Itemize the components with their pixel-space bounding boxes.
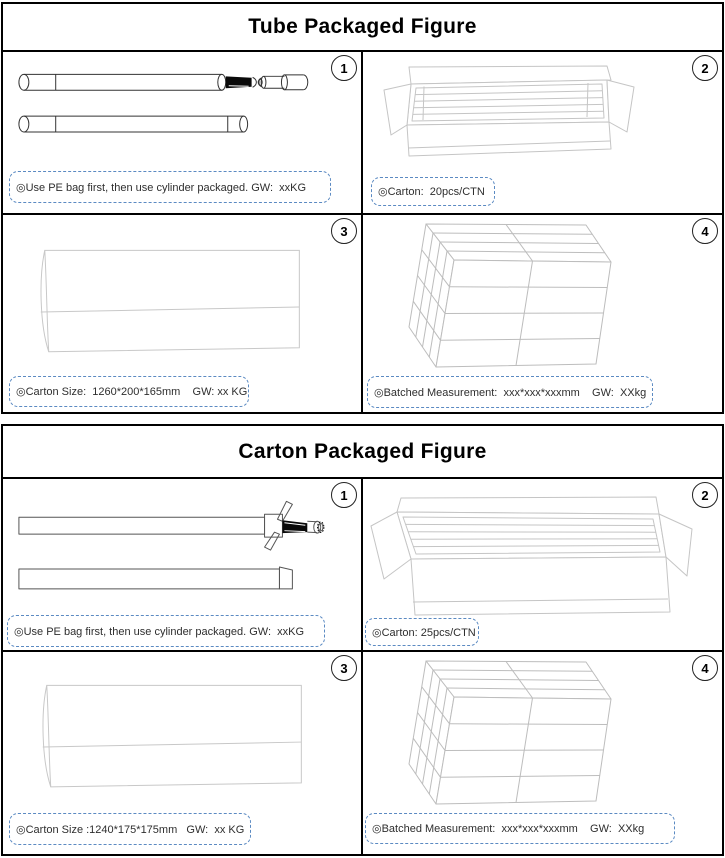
figure-row xyxy=(3,650,722,854)
figure-row xyxy=(3,213,722,412)
step-3-badge: 3 xyxy=(331,655,357,681)
carton-packaged-panel xyxy=(1,424,724,856)
figure-row xyxy=(3,479,722,650)
step-2-badge: 2 xyxy=(692,482,718,508)
step-2-badge: 2 xyxy=(692,55,718,81)
step-4-badge: 4 xyxy=(692,218,718,244)
cell-carton-size xyxy=(3,652,363,854)
carton-size-note: ◎Carton Size: 1260*200*165mm GW: xx KG xyxy=(9,376,249,407)
cell-carton-pack xyxy=(363,52,722,213)
step-4-badge: 4 xyxy=(692,655,718,681)
tube-packaged-panel xyxy=(1,2,724,414)
step-1-badge: 1 xyxy=(331,482,357,508)
batched-measurement-note: ◎Batched Measurement: xxx*xxx*xxxmm GW: XXkg xyxy=(365,813,675,844)
carton-size-note: ◎Carton Size :1240*175*175mm GW: xx KG xyxy=(9,813,251,845)
tube-panel-title: Tube Packaged Figure xyxy=(3,4,722,52)
cell-carton-pack xyxy=(363,479,722,650)
pe-bag-note: ◎Use PE bag first, then use cylinder packaged. GW: xxKG xyxy=(7,615,325,647)
cell-batched-measurement xyxy=(363,215,722,412)
batched-measurement-note: ◎Batched Measurement: xxx*xxx*xxxmm GW: XXkg xyxy=(367,376,653,408)
carton-qty-note: ◎Carton: 20pcs/CTN xyxy=(371,177,495,206)
step-3-badge: 3 xyxy=(331,218,357,244)
cell-bar-pe-bag xyxy=(3,479,363,650)
cell-carton-size xyxy=(3,215,363,412)
carton-panel-title: Carton Packaged Figure xyxy=(3,426,722,479)
carton-qty-note: ◎Carton: 25pcs/CTN xyxy=(365,618,479,646)
step-1-badge: 1 xyxy=(331,55,357,81)
pe-bag-note: ◎Use PE bag first, then use cylinder packaged. GW: xxKG xyxy=(9,171,331,203)
cell-batched-measurement xyxy=(363,652,722,854)
figure-row xyxy=(3,52,722,213)
cell-tube-pe-bag xyxy=(3,52,363,213)
